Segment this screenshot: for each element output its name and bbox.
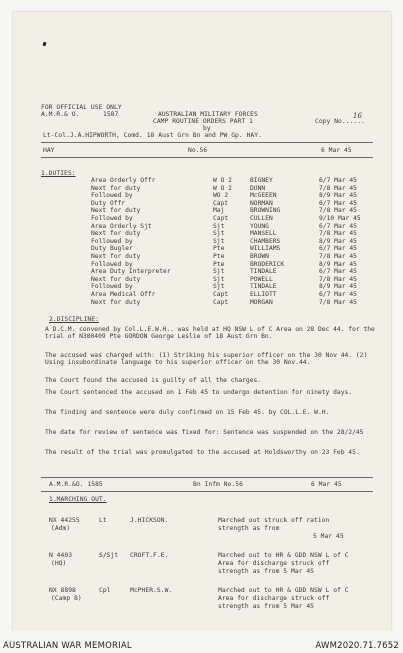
movement-line-1: Marched out struck off ration xyxy=(218,517,330,524)
duty-date: 8/9 Mar 45 xyxy=(319,283,357,291)
duty-name: POWELL xyxy=(250,275,273,283)
footer-accession: AWM2020.71.7652 xyxy=(315,641,399,651)
duty-role: Area Orderly Sjt xyxy=(91,222,152,230)
duty-role: Area Medical Offr xyxy=(91,291,156,298)
duty-date: 9/10 Mar 45 xyxy=(319,215,361,222)
duty-name: CULLEN xyxy=(250,215,273,222)
duty-date: 7/8 Mar 45 xyxy=(319,184,357,192)
duties-heading: 1.DUTIES: xyxy=(41,170,76,177)
footer-credit: AUSTRALIAN WAR MEMORIAL xyxy=(3,641,132,651)
duty-row xyxy=(13,261,391,268)
duty-date: 6/7 Mar 45 xyxy=(319,177,357,184)
discipline-paragraph-6: The date for review of sentence was fixed for: Sentence was suspended on the 28/2/45 xyxy=(45,429,364,436)
duty-name: MANSELL xyxy=(250,230,277,238)
duty-role: Followed by xyxy=(91,215,133,222)
duty-role: Next for duty xyxy=(91,184,141,192)
member-name: McPHER.S.W. xyxy=(130,587,173,594)
duty-date: 7/8 Mar 45 xyxy=(319,275,357,283)
marching-out-heading: 1.MARCHING OUT. xyxy=(49,496,107,503)
duty-name: WILLIAMS xyxy=(250,245,281,253)
document-page xyxy=(13,12,391,631)
duty-name: TINDALE xyxy=(250,268,277,276)
amra-number: 1587 xyxy=(103,111,119,118)
movement-line-1: Marched out to HR & GDD NSW L of C xyxy=(218,587,349,594)
duty-rank: Sjt xyxy=(213,268,225,276)
copy-hand-number: 16 xyxy=(353,112,362,120)
duty-name: TINDALE xyxy=(250,283,277,291)
discipline-heading-text: 2.DISCIPLINE: xyxy=(49,316,99,323)
discipline-heading xyxy=(49,316,99,323)
duty-row xyxy=(13,200,391,207)
duty-date: 6/7 Mar 45 xyxy=(319,291,357,298)
duty-name: BIGNEY xyxy=(250,177,273,184)
duty-row xyxy=(13,291,391,298)
duty-date: 6/7 Mar 45 xyxy=(319,268,357,276)
duty-name: NORMAN xyxy=(250,199,273,207)
duty-role: Area Orderly Offr xyxy=(91,177,156,184)
movement-line-1: Marched out to HR & GDD NSW L of C xyxy=(218,552,349,559)
duty-rank: W O 2 xyxy=(213,177,232,184)
duty-role: Followed by xyxy=(91,192,133,200)
duty-name: MORGAN xyxy=(250,298,273,306)
duty-rank: Pte xyxy=(213,260,225,268)
duty-date: 8/9 Mar 45 xyxy=(319,192,357,200)
duty-rank: WO 2 xyxy=(213,192,229,200)
order-number: No.56 xyxy=(188,147,208,154)
discipline-paragraph-7: The result of the trial was promulgated to the accused at Holdsworthy on 23 Feb 45. xyxy=(45,449,360,456)
duty-row xyxy=(13,207,391,214)
duty-name: YOUNG xyxy=(250,222,269,230)
duty-date: 7/8 Mar 45 xyxy=(319,230,357,238)
duty-name: ELLIOTT xyxy=(250,291,277,298)
duty-row xyxy=(13,215,391,222)
orders-title: CAMP ROUTINE ORDERS PART 1 xyxy=(153,118,253,125)
order-date: 6 Mar 45 xyxy=(321,147,352,154)
bn-infm-title: Bn Infm No.56 xyxy=(193,481,243,488)
duty-row xyxy=(13,283,391,290)
unit-label: (Camp 8) xyxy=(51,595,82,602)
movement-line-3: strength as from 5 Mar 45 xyxy=(218,603,315,610)
second-date: 6 Mar 45 xyxy=(311,481,342,488)
duty-role: Next for duty xyxy=(91,298,141,306)
discipline-paragraph-5: The finding and sentence were duly confirmed on 15 Feb 45. by COL.L.E. W.H. xyxy=(45,409,330,416)
duty-role: Next for duty xyxy=(91,230,141,238)
discipline-paragraph-1: A D.C.M. convened by Col.L.E.W.H.. was held at HQ NSW L of C Area on 28 Dec 44. for the trial of N380409 Pte GORDON George Leslie of 18 Aust Grn Bn. xyxy=(45,326,375,341)
duty-role: Next for duty xyxy=(91,253,141,260)
duty-rank: Capt xyxy=(213,291,229,298)
duty-rank: Pte xyxy=(213,253,225,260)
duties-table xyxy=(13,177,391,307)
duty-rank: Sjt xyxy=(213,230,225,238)
service-number: N 4403 xyxy=(49,552,73,559)
duty-date: 6/7 Mar 45 xyxy=(319,199,357,207)
duty-role: Next for duty xyxy=(91,275,141,283)
rank: S/Sjt xyxy=(99,552,119,559)
duty-row xyxy=(13,238,391,245)
duty-date: 6/7 Mar 45 xyxy=(319,245,357,253)
duty-role: Duty Offr xyxy=(91,199,126,207)
divider xyxy=(41,157,373,158)
discipline-paragraph-3: The Court found the accused is guilty of all the charges. xyxy=(45,377,262,384)
duty-date: 8/9 Mar 45 xyxy=(319,260,357,268)
duty-rank: Sjt xyxy=(213,222,225,230)
duty-rank: Maj xyxy=(213,207,225,215)
duty-role: Next for duty xyxy=(91,207,141,215)
duty-row xyxy=(13,268,391,275)
duty-role: Followed by xyxy=(91,283,133,291)
rank: Lt xyxy=(99,517,107,524)
duty-role: Area Duty Interpreter xyxy=(91,268,171,276)
service-number: NX 44255 xyxy=(49,517,80,524)
duty-row xyxy=(13,299,391,306)
duty-name: BROWN xyxy=(250,253,269,260)
duty-row xyxy=(13,192,391,199)
duty-date: 6/7 Mar 45 xyxy=(319,222,357,230)
movement-line-2: strength as from xyxy=(218,525,280,532)
member-name: J.HICKSON. xyxy=(130,517,169,524)
duty-row xyxy=(13,245,391,252)
duty-rank: Pte xyxy=(213,245,225,253)
duty-rank: W O 2 xyxy=(213,184,232,192)
duty-row xyxy=(13,253,391,260)
forces-title: AUSTRALIAN MILITARY FORCES xyxy=(158,111,258,118)
duty-date: 7/8 Mar 45 xyxy=(319,207,357,215)
duty-rank: Sjt xyxy=(213,283,225,291)
duty-name: DUNN xyxy=(250,184,266,192)
copy-number: Copy No...... xyxy=(315,118,365,125)
divider xyxy=(41,142,373,143)
unit-label: (HQ) xyxy=(51,560,67,567)
duty-name: BRODERICK xyxy=(250,260,285,268)
commander-line: Lt-Col.J.A.HIPWORTH, Comd. 18 Aust Grn Bn and PW Gp. HAY. xyxy=(43,132,262,139)
duty-row xyxy=(13,177,391,184)
duty-rank: Sjt xyxy=(213,237,225,245)
discipline-paragraph-4: The Court sentenced the accused on 1 Feb 45 to undergo detention for ninety days. xyxy=(45,389,353,396)
discipline-paragraph-2: The accused was charged with: (1) Striking his superior officer on the 30 Nov 44. (2) Using insubordinate language to his superior officer on the 30 Nov.44. xyxy=(45,352,368,367)
second-amra: A.M.R.&O. 1585 xyxy=(49,481,103,488)
footer xyxy=(0,631,403,653)
duty-role: Followed by xyxy=(91,237,133,245)
service-number: NX 8898 xyxy=(49,587,76,594)
duty-rank: Sjt xyxy=(213,275,225,283)
duty-date: 7/8 Mar 45 xyxy=(319,253,357,260)
by-label: by xyxy=(203,125,211,132)
official-use-label: FOR OFFICIAL USE ONLY xyxy=(41,104,122,111)
duty-date: 7/8 Mar 45 xyxy=(319,298,357,306)
duty-row xyxy=(13,185,391,192)
duty-row xyxy=(13,223,391,230)
amra-label: A.M.R.& O. xyxy=(41,111,80,118)
duty-row xyxy=(13,230,391,237)
movement-line-2: Area for discharge struck off xyxy=(218,595,330,602)
punch-mark xyxy=(42,42,46,47)
duty-date: 8/9 Mar 45 xyxy=(319,237,357,245)
movement-line-3: 5 Mar 45 xyxy=(313,533,344,540)
movement-line-2: Area for discharge struck off xyxy=(218,560,330,567)
duty-rank: Capt xyxy=(213,199,229,207)
rank: Cpl xyxy=(99,587,111,594)
duty-row xyxy=(13,276,391,283)
duty-role: Followed by xyxy=(91,260,133,268)
duty-name: McGEEEN xyxy=(250,192,277,200)
duty-name: CHAMBERS xyxy=(250,237,281,245)
duty-rank: Capt xyxy=(213,215,229,222)
duty-role: Duty Bugler xyxy=(91,245,133,253)
movement-line-3: strength as from 5 Mar 45 xyxy=(218,568,315,575)
unit-label: (Adm) xyxy=(51,525,71,532)
divider xyxy=(41,491,373,492)
divider xyxy=(41,477,373,478)
place-label: HAY xyxy=(43,147,55,154)
duty-rank: Capt xyxy=(213,298,229,306)
member-name: CROFT.F.E. xyxy=(130,552,169,559)
duty-name: BROWNING xyxy=(250,207,281,215)
